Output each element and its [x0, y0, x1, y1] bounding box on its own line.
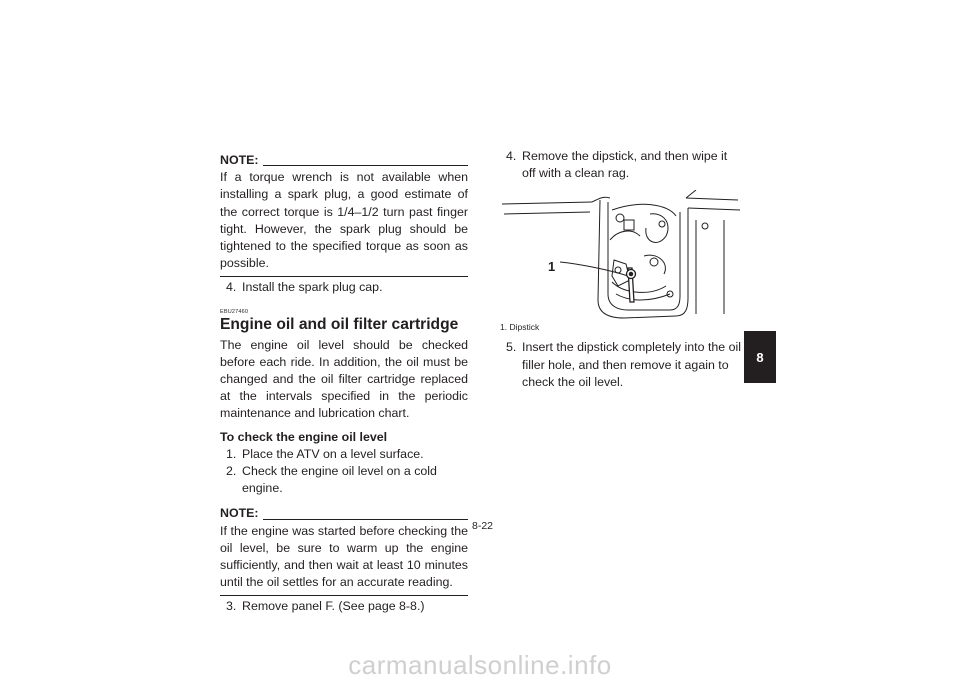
step-number: 2. [226, 464, 237, 479]
step-item [220, 463, 468, 497]
figure-caption: 1. Dipstick [500, 322, 540, 333]
step-number: 5. [506, 340, 517, 355]
section-heading: Engine oil and oil filter cartridge [220, 315, 459, 333]
engine-drawing [500, 190, 744, 320]
note-rule [263, 165, 468, 166]
note-label: NOTE: [220, 506, 259, 521]
step-item [220, 279, 468, 296]
note-end-rule [220, 272, 468, 277]
step-text: Place the ATV on a level surface. [242, 446, 424, 461]
step-number: 4. [226, 280, 237, 295]
right-column [500, 148, 744, 391]
step-item [220, 598, 468, 615]
note-text: If a torque wrench is not available when installing a spark plug, a good estimate of the correct torque is 1/4–1/2 turn past finger tight. However, the spark plug should be tightened to the specified torque as soon as possible. [220, 170, 468, 271]
note-end-rule [220, 591, 468, 596]
note-heading [220, 152, 468, 169]
step-text: Install the spark plug cap. [242, 280, 383, 295]
chapter-tab: 8 [744, 331, 776, 383]
page-number: 8-22 [472, 520, 494, 532]
step-number: 3. [226, 599, 237, 614]
step-item [500, 148, 744, 182]
step-item [500, 339, 744, 391]
step-text: Remove panel F. (See page 8-8.) [242, 599, 425, 614]
dipstick-illustration [500, 190, 744, 320]
step-text: Insert the dipstick completely into the oil filler hole, and then remove it again to check the oil level. [522, 340, 742, 389]
step-number: 1. [226, 446, 237, 461]
step-number: 4. [506, 149, 517, 163]
step-item [220, 446, 468, 463]
watermark: carmanualsonline.info [348, 650, 612, 680]
note-label: NOTE: [220, 153, 259, 167]
callout-number: 1 [548, 259, 556, 275]
left-column [220, 152, 468, 616]
section-code: EBU27460 [220, 308, 249, 315]
note-rule [263, 519, 468, 520]
step-text: Remove the dipstick, and then wipe it off with a clean rag. [522, 149, 728, 181]
note-text: If the engine was started before checking the oil level, be sure to warm up the engine sufficiently, and then wait at least 10 minutes until the oil settles for an accurate reading. [220, 523, 468, 590]
intro-paragraph: The engine oil level should be checked before each ride. In addition, the oil must be changed and the oil filter cartridge replaced at the intervals specified in the periodic maintenance and lubrication chart. [220, 337, 468, 421]
subheading: To check the engine oil level [220, 429, 388, 444]
step-text: Check the engine oil level on a cold engine. [242, 464, 437, 496]
note-heading [220, 505, 468, 522]
